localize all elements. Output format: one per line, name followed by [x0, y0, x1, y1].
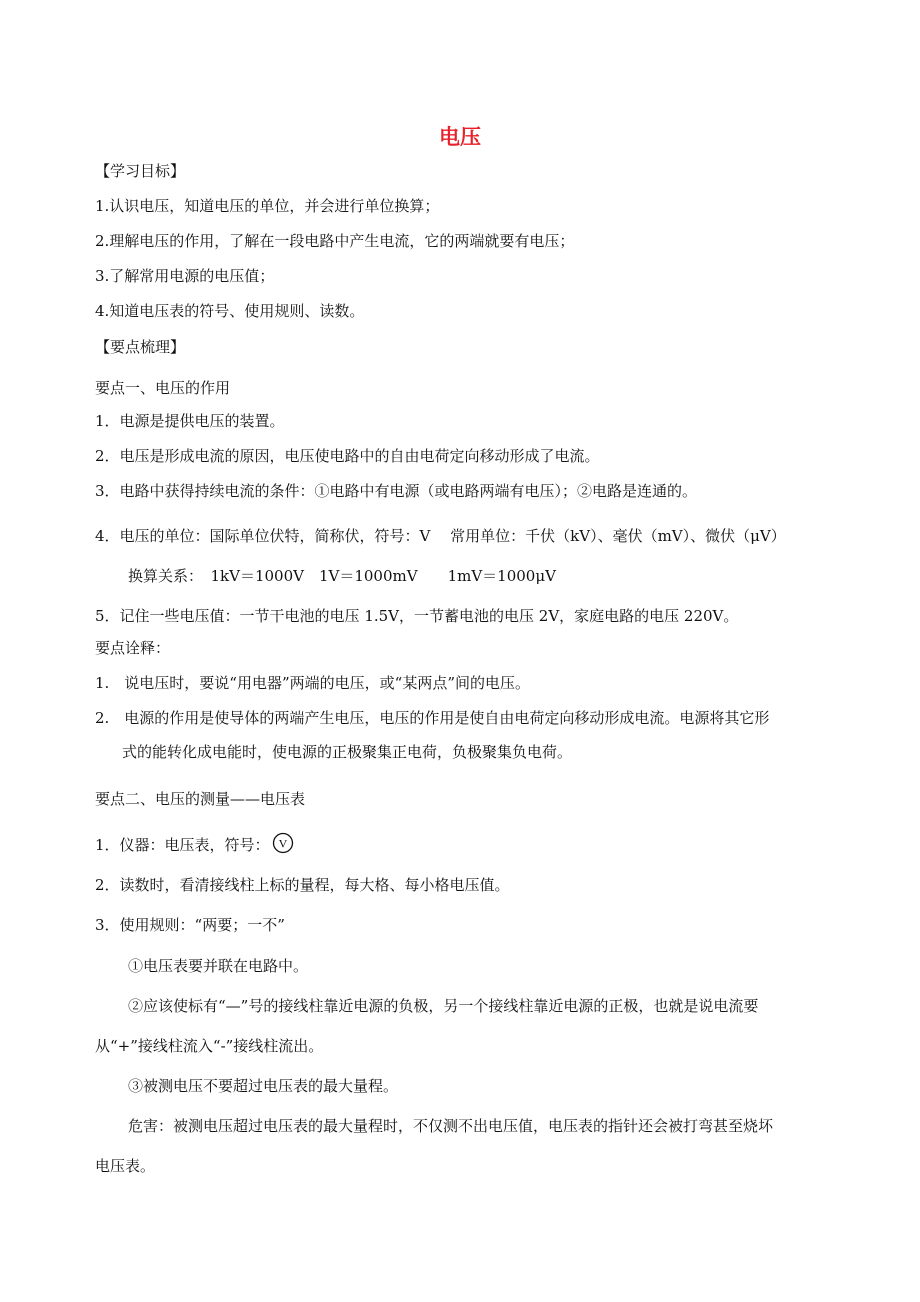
page-title: 电压 — [439, 125, 481, 149]
point1-item: 1．电源是提供电压的装置。 — [95, 412, 285, 430]
point2-item: 2．读数时，看清接线柱上标的量程，每大格、每小格电压值。 — [95, 876, 510, 894]
usage-rule: ③被测电压不要超过电压表的最大量程。 — [128, 1077, 399, 1095]
objectives-header: 【学习目标】 — [95, 162, 186, 180]
notes-heading: 要点诠释： — [95, 639, 171, 657]
note-item: 1. 说电压时，要说“用电器”两端的电压，或“某两点”间的电压。 — [95, 674, 530, 692]
point2-item: 3．使用规则：“两要；一不” — [95, 916, 285, 934]
keypoints-header: 【要点梳理】 — [95, 338, 186, 356]
point1-heading: 要点一、电压的作用 — [95, 379, 231, 397]
usage-rule: ①电压表要并联在电路中。 — [128, 957, 309, 975]
harm-note-continuation: 电压表。 — [95, 1157, 156, 1175]
voltmeter-symbol-letter: V — [278, 836, 287, 851]
usage-rule-continuation: 从“+”接线柱流入“-”接线柱流出。 — [95, 1037, 324, 1055]
harm-note: 危害：被测电压超过电压表的最大量程时，不仅测不出电压值，电压表的指针还会被打弯甚至烧坏 — [128, 1117, 774, 1135]
voltmeter-symbol-icon — [272, 832, 294, 854]
point2-item — [95, 832, 294, 856]
point1-item: 3．电路中获得持续电流的条件：①电路中有电源（或电路两端有电压）；②电路是连通的。 — [95, 482, 698, 500]
usage-rule: ②应该使标有“—”号的接线柱靠近电源的负极，另一个接线柱靠近电源的正极，也就是说电流要 — [128, 997, 759, 1015]
unit-conversion: 换算关系： 1kV＝1000V 1V＝1000mV 1mV＝1000μV — [128, 567, 556, 585]
instrument-label: 1．仪器：电压表，符号： — [95, 836, 270, 854]
objective-item: 4.知道电压表的符号、使用规则、读数。 — [95, 302, 365, 320]
point2-heading: 要点二、电压的测量——电压表 — [95, 790, 306, 808]
point1-item: 2．电压是形成电流的原因，电压使电路中的自由电荷定向移动形成了电流。 — [95, 447, 600, 465]
objective-item: 1.认识电压，知道电压的单位，并会进行单位换算； — [95, 197, 440, 215]
note-item-continuation: 式的能转化成电能时，使电源的正极聚集正电荷，负极聚集负电荷。 — [122, 743, 573, 761]
note-item: 2. 电源的作用是使导体的两端产生电压，电压的作用是使自由电荷定向移动形成电流。电源将其它形 — [95, 709, 770, 727]
point1-item: 4．电压的单位：国际单位伏特，简称伏，符号：V 常用单位：千伏（kV）、毫伏（mV）、微伏（μV） — [95, 527, 786, 545]
objective-item: 2.理解电压的作用，了解在一段电路中产生电流，它的两端就要有电压； — [95, 232, 575, 250]
point1-item: 5．记住一些电压值：一节干电池的电压 1.5V，一节蓄电池的电压 2V，家庭电路的电压 220V。 — [95, 607, 739, 625]
objective-item: 3.了解常用电源的电压值； — [95, 267, 275, 285]
